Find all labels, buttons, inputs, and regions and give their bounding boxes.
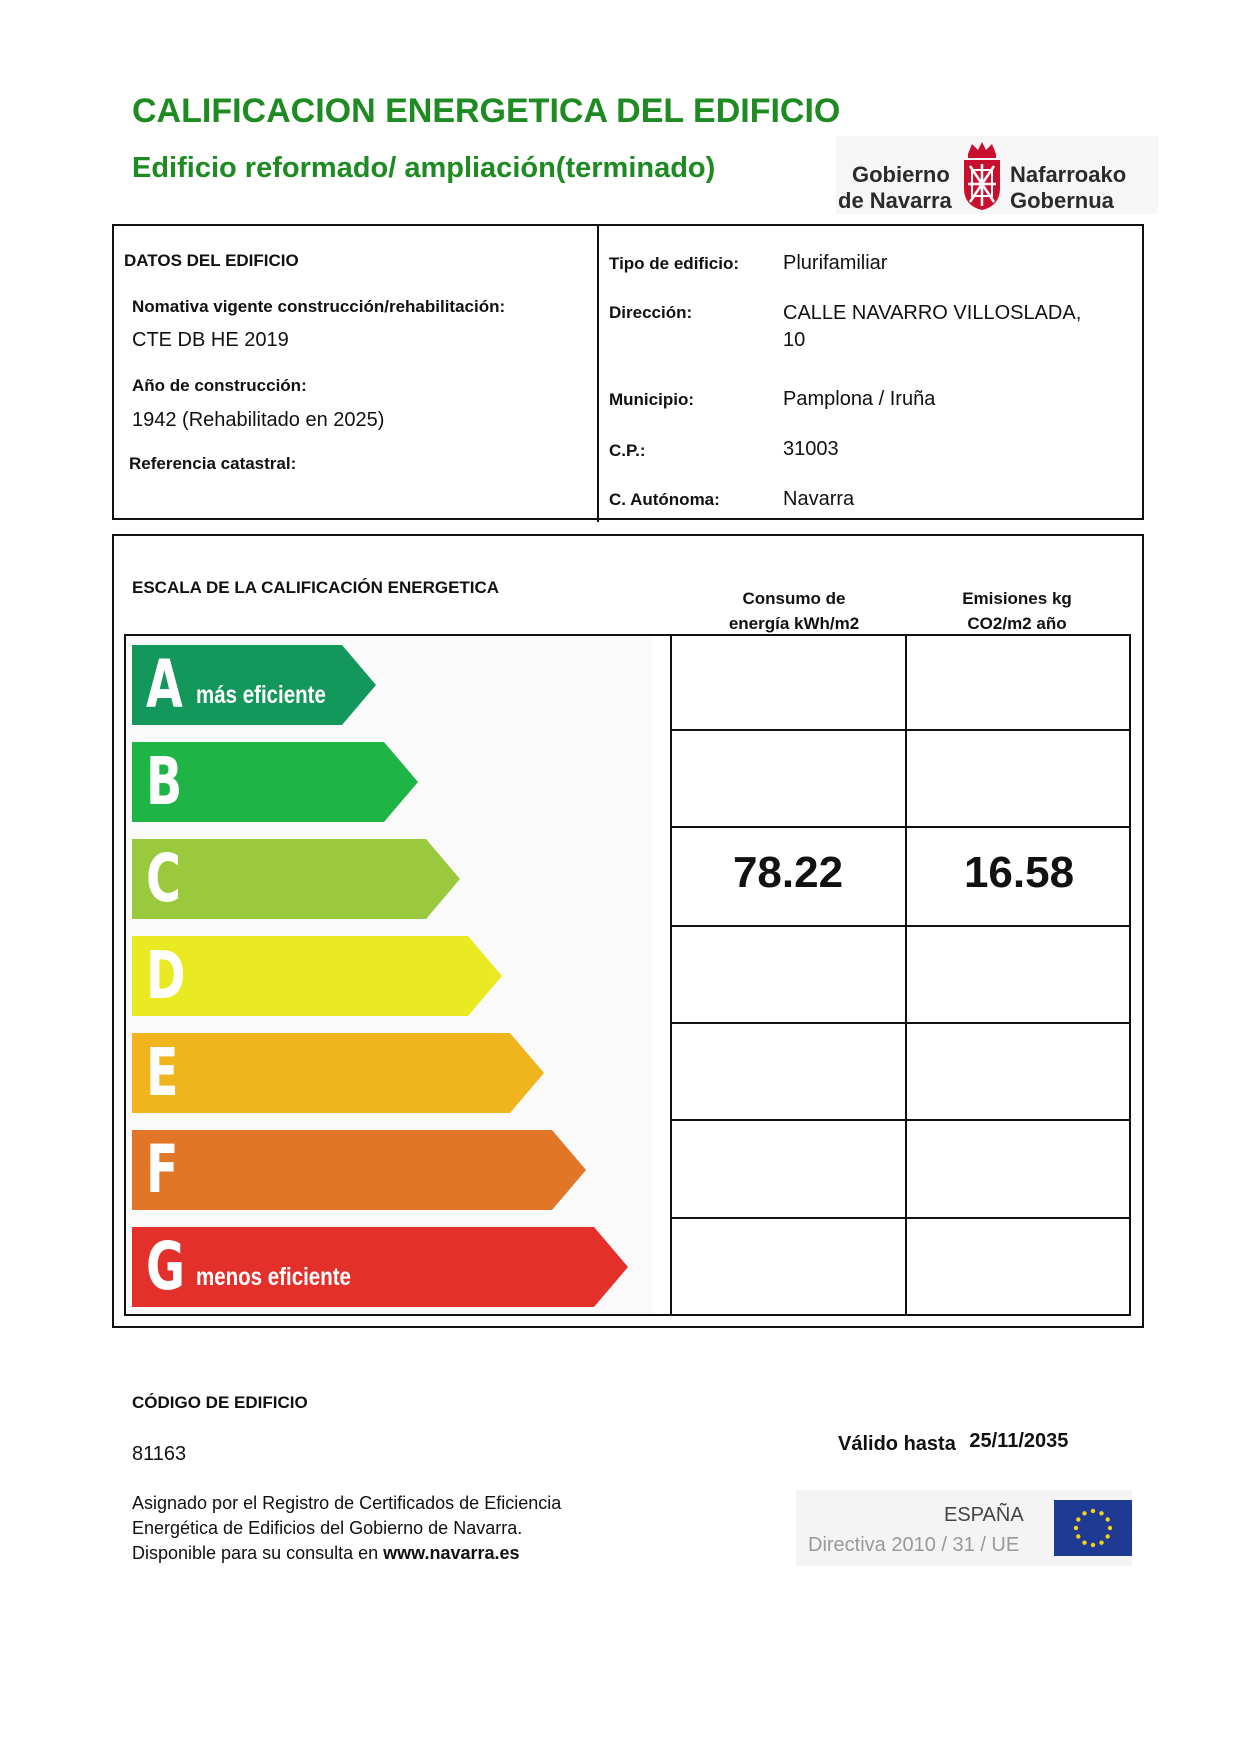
eu-flag-icon: [1054, 1500, 1132, 1556]
rating-arrow-shape: [132, 1130, 586, 1210]
eu-logo-directive: Directiva 2010 / 31 / UE: [808, 1534, 1020, 1556]
building-data-heading: DATOS DEL EDIFICIO: [124, 251, 299, 270]
rating-arrow-b: [132, 742, 418, 822]
region-label: C. Autónoma:: [609, 490, 720, 509]
rating-arrow-d: [132, 936, 502, 1016]
registry-note-line2: Energética de Edificios del Gobierno de Navarra.: [132, 1518, 523, 1538]
energy-scale-heading: ESCALA DE LA CALIFICACIÓN ENERGETICA: [132, 578, 500, 597]
registry-note: [132, 1491, 561, 1566]
rating-arrow-f: [132, 1130, 586, 1210]
grid-divider-2: [905, 634, 907, 1316]
rating-arrow-a: [132, 645, 376, 725]
rating-arrow-shape: [132, 839, 460, 919]
eu-logo-country: ESPAÑA: [944, 1504, 1024, 1526]
building-code-label: CÓDIGO DE EDIFICIO: [132, 1393, 308, 1412]
municipality-value: Pamplona / Iruña: [783, 388, 936, 410]
rating-letter: G: [146, 1228, 186, 1305]
energy-column-header: [674, 586, 914, 636]
address-line-2: 10: [783, 329, 806, 351]
address-label: Dirección:: [609, 303, 693, 322]
building-data-divider: [597, 224, 599, 522]
navarra-website-link[interactable]: www.navarra.es: [383, 1543, 520, 1563]
rating-letter: A: [146, 646, 183, 723]
grid-row-line: [670, 925, 1131, 927]
emissions-column-header-line1: Emisiones kg: [962, 589, 1072, 608]
registry-note-line3: [132, 1541, 561, 1566]
logo-text-left-1: Gobierno: [852, 162, 950, 187]
normativa-label: Nomativa vigente construcción/rehabilitación:: [132, 297, 506, 316]
rating-description: menos eficiente: [196, 1263, 351, 1291]
cadastral-label: Referencia catastral:: [129, 454, 297, 473]
year-label: Año de construcción:: [132, 376, 307, 395]
validity: [838, 1430, 1069, 1456]
normativa-value: CTE DB HE 2019: [132, 329, 289, 351]
type-value: Plurifamiliar: [783, 252, 888, 274]
co2-emissions-value: 16.58: [963, 848, 1075, 897]
eu-directive-logo: [796, 1490, 1132, 1566]
rating-letter: B: [146, 743, 183, 820]
energy-column-header-line2: energía kWh/m2: [728, 614, 860, 633]
rating-arrow-c: [132, 839, 460, 919]
registry-note-line1: Asignado por el Registro de Certificados de Eficiencia: [132, 1493, 562, 1513]
rating-description: más eficiente: [196, 681, 326, 709]
municipality-label: Municipio:: [609, 390, 694, 409]
grid-row-line: [670, 1217, 1131, 1219]
validity-date: 25/11/2035: [969, 1430, 1069, 1452]
document-title: CALIFICACION ENERGETICA DEL EDIFICIO: [132, 92, 841, 130]
rating-arrow-g: [132, 1227, 628, 1307]
cp-label: C.P.:: [609, 441, 646, 460]
building-code-value: 81163: [132, 1443, 187, 1465]
year-value: 1942 (Rehabilitado en 2025): [132, 409, 385, 431]
registry-note-prefix: Disponible para su consulta en: [132, 1543, 384, 1563]
rating-letter: F: [146, 1131, 179, 1208]
emissions-column-header: [897, 586, 1137, 636]
address-line-1: CALLE NAVARRO VILLOSLADA,: [783, 302, 1082, 324]
grid-row-line: [670, 826, 1131, 828]
cp-value: 31003: [783, 438, 839, 460]
rating-letter: E: [146, 1034, 179, 1111]
document-subtitle: Edificio reformado/ ampliación(terminado): [132, 152, 716, 184]
energy-column-header-line1: Consumo de: [742, 589, 846, 608]
logo-text-left-2: de Navarra: [838, 188, 952, 213]
grid-row-line: [670, 729, 1131, 731]
energy-consumption-value: 78.22: [732, 848, 844, 897]
logo-text-right-2: Gobernua: [1010, 188, 1114, 213]
type-label: Tipo de edificio:: [609, 254, 740, 273]
rating-letter: D: [146, 937, 186, 1014]
logo-text-right-1: Nafarroako: [1010, 162, 1127, 187]
region-value: Navarra: [783, 488, 855, 510]
rating-arrow-shape: [132, 936, 502, 1016]
gobierno-de-navarra-logo: [836, 136, 1158, 214]
emissions-column-header-line2: CO2/m2 año: [967, 614, 1067, 633]
rating-arrow-shape: [132, 1033, 544, 1113]
grid-divider-1: [670, 634, 672, 1316]
rating-letter: C: [146, 840, 181, 917]
rating-arrow-e: [132, 1033, 544, 1113]
validity-label: Válido hasta: [838, 1433, 956, 1455]
grid-row-line: [670, 1022, 1131, 1024]
navarra-coat-of-arms-icon: [960, 140, 1004, 212]
grid-row-line: [670, 1119, 1131, 1121]
